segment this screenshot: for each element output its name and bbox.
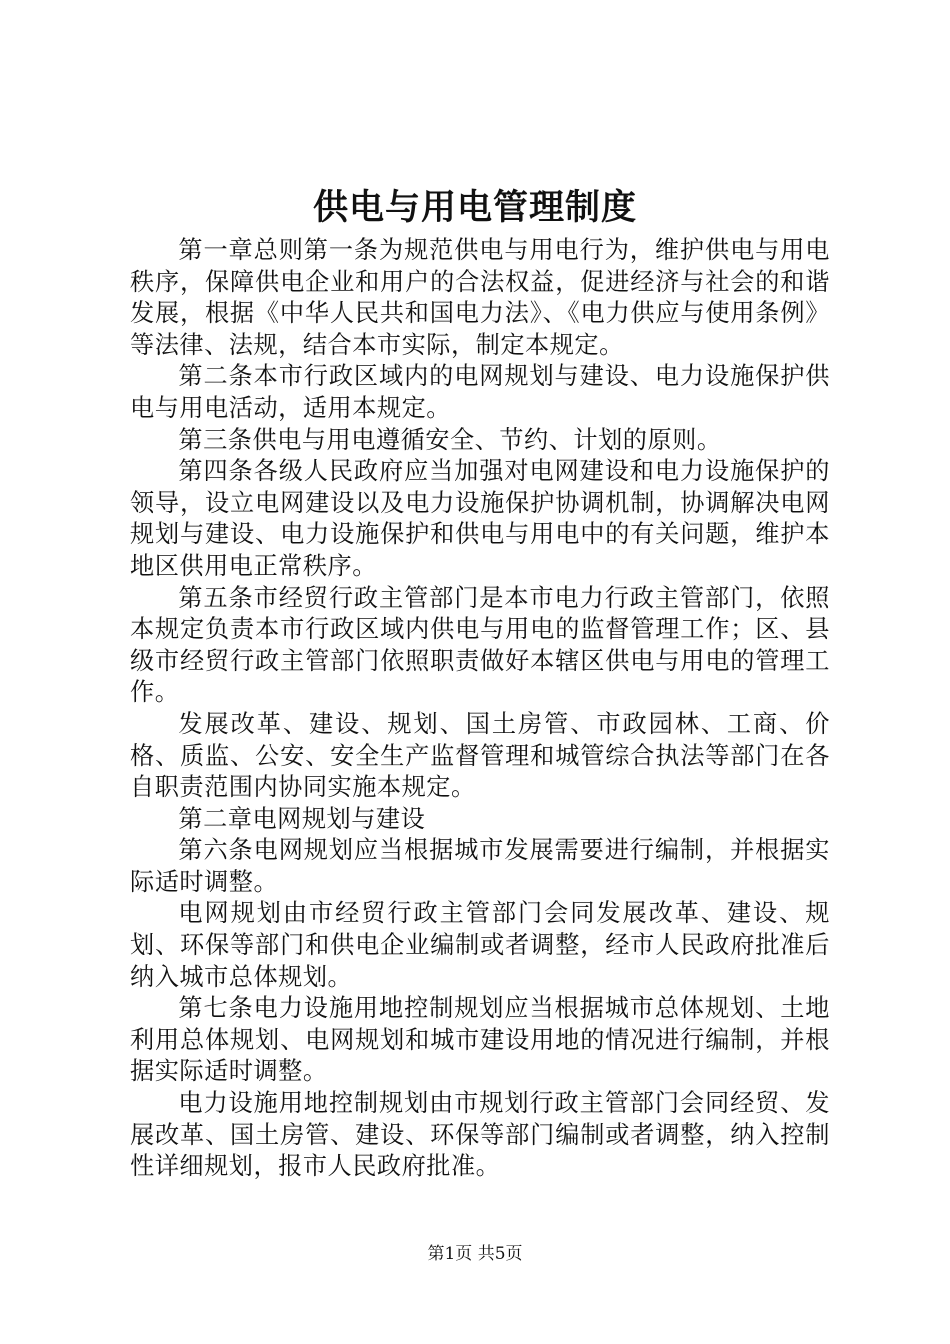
paragraph: 第六条电网规划应当根据城市发展需要进行编制，并根据实际适时调整。	[130, 836, 830, 896]
document-body	[130, 235, 830, 1183]
paragraph: 电力设施用地控制规划由市规划行政主管部门会同经贸、发展改革、国土房管、建设、环保等部门编制或者调整，纳入控制性详细规划，报市人民政府批准。	[130, 1089, 830, 1181]
page-number: 第1页 共5页	[427, 1244, 523, 1264]
paragraph: 第二条本市行政区域内的电网规划与建设、电力设施保护供电与用电活动，适用本规定。	[130, 362, 830, 422]
page-footer	[0, 1242, 950, 1266]
paragraph: 第七条电力设施用地控制规划应当根据城市总体规划、土地利用总体规划、电网规划和城市建设用地的情况进行编制，并根据实际适时调整。	[130, 994, 830, 1086]
paragraph: 第一章总则第一条为规范供电与用电行为，维护供电与用电秩序，保障供电企业和用户的合法权益，促进经济与社会的和谐发展，根据《中华人民共和国电力法》、《电力供应与使用条例》等法律、法规，结合本市实际，制定本规定。	[130, 236, 830, 359]
paragraph: 电网规划由市经贸行政主管部门会同发展改革、建设、规划、环保等部门和供电企业编制或者调整，经市人民政府批准后纳入城市总体规划。	[130, 899, 830, 991]
paragraph: 第四条各级人民政府应当加强对电网建设和电力设施保护的领导，设立电网建设以及电力设施保护协调机制，协调解决电网规划与建设、电力设施保护和供电与用电中的有关问题，维护本地区供用电正常秩序。	[130, 457, 830, 580]
paragraph: 第五条市经贸行政主管部门是本市电力行政主管部门，依照本规定负责本市行政区域内供电与用电的监督管理工作；区、县级市经贸行政主管部门依照职责做好本辖区供电与用电的管理工作。	[130, 583, 830, 707]
paragraph: 发展改革、建设、规划、国土房管、市政园林、工商、价格、质监、公安、安全生产监督管理和城管综合执法等部门在各自职责范围内协同实施本规定。	[130, 709, 830, 802]
document-title: 供电与用电管理制度	[312, 187, 637, 228]
chapter-heading: 第二章电网规划与建设	[178, 804, 426, 833]
paragraph: 第三条供电与用电遵循安全、节约、计划的原则。	[178, 425, 722, 454]
